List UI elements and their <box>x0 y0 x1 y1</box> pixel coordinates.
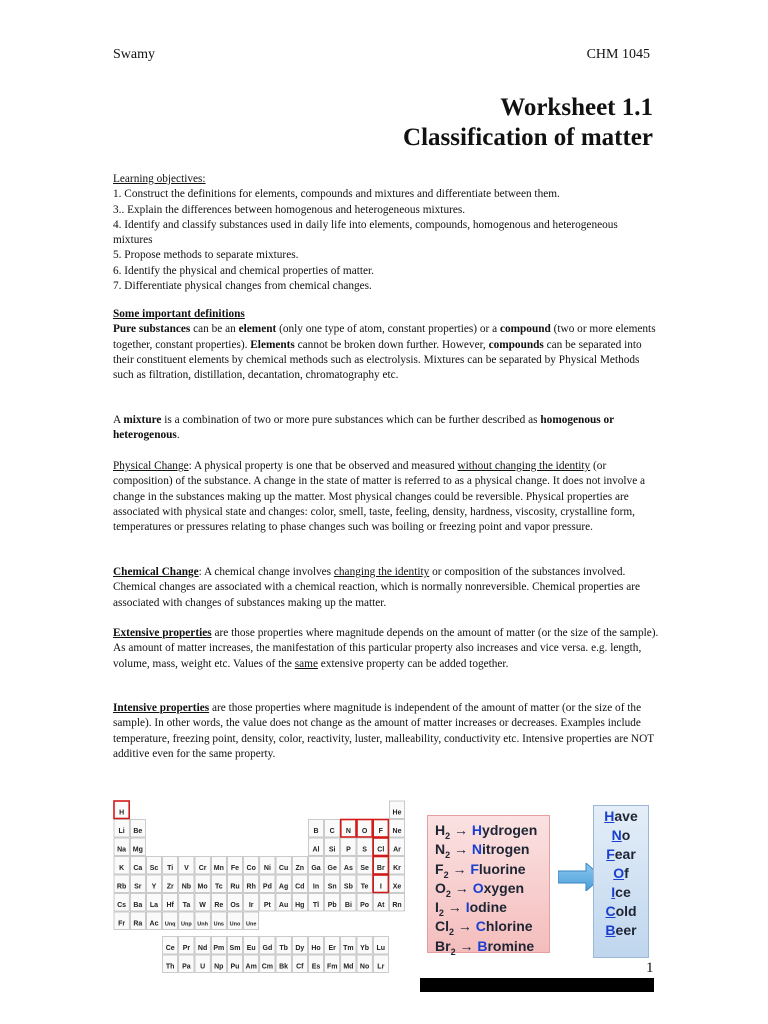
diatomic-element-row: $N_2$ → Nitrogen <box>435 841 530 861</box>
element-symbol: Es <box>311 963 321 971</box>
element-symbol: Be <box>133 828 143 835</box>
element-symbol: C <box>329 828 335 835</box>
element-symbol: Ca <box>133 865 143 872</box>
diatomic-element-row: $F_2$ → Fluorine <box>435 860 526 880</box>
element-symbol: Cu <box>278 865 289 872</box>
chemical-change-paragraph: Chemical Change: A chemical change involves changing the identity or composition of the substances involved. Chemical changes are associated with a chemical reaction, which is normally nonreversible. Chemical properties are associated with changes of substances making up the matter. <box>113 566 640 609</box>
element-symbol: Pd <box>262 883 272 891</box>
page-number: 1 <box>646 960 654 976</box>
element-symbol: Y <box>151 883 157 891</box>
element-symbol: I <box>379 883 382 891</box>
element-symbol: Uns <box>213 921 224 928</box>
physical-change-paragraph: Physical Change: A physical property is one that be observed and measured without changing the identity (or composition) of the substance. A change in the state of matter is referred to as a physical change. It does not involve a change in the substances making up the matter. Most physical changes could be reversible. Physical properties are associated with physical state and changes: color, smell, taste, feeling, density, hardness, viscosity, crystalline form, temperatures or pressures relating to phase changes such was boiling or freezing point and vapor pressure. <box>113 460 646 534</box>
mnemonic-word: Beer <box>605 922 637 938</box>
element-symbol: Au <box>278 902 289 909</box>
element-symbol: S <box>362 846 367 854</box>
objective-item: 5. Propose methods to separate mixtures. <box>113 249 299 262</box>
element-symbol: Bi <box>344 902 352 909</box>
mnemonic-word: Have <box>604 808 638 824</box>
footer-bar <box>420 978 654 992</box>
mnemonic-word: Fear <box>606 846 636 862</box>
intensive-paragraph: Intensive properties are those properties where magnitude is independent of the amount of matter (or the size of the sample). In other words, the value does not change as the amount of matter increases or decreases. Examples include temperature, freezing point, density, color, reactivity, luster, malleability, conductivity etc. Intensive properties are NOT additive even for the same property. <box>113 702 654 760</box>
element-symbol: B <box>313 828 319 835</box>
element-symbol: In <box>312 883 320 891</box>
element-symbol: As <box>343 865 353 872</box>
element-symbol: Sr <box>134 883 142 891</box>
element-symbol: Unq <box>164 921 176 928</box>
worksheet-title <box>403 93 653 153</box>
element-symbol: Pt <box>263 902 271 909</box>
element-symbol: Md <box>343 963 354 971</box>
objectives-heading: Learning objectives: <box>113 173 206 185</box>
extensive-term: Extensive properties <box>113 627 212 639</box>
element-symbol: Fr <box>118 920 126 928</box>
element-symbol: Pr <box>182 945 191 952</box>
element-symbol: Mn <box>213 865 224 872</box>
element-symbol: W <box>199 902 206 909</box>
element-symbol: Rh <box>246 883 256 891</box>
element-symbol: Ti <box>167 865 174 872</box>
element-symbol: V <box>184 865 189 872</box>
element-symbol: Rb <box>116 883 127 891</box>
mnemonic-word: No <box>611 827 631 843</box>
element-symbol: Na <box>117 846 127 854</box>
element-symbol: Ac <box>149 920 159 928</box>
element-symbol: He <box>392 809 402 817</box>
element-symbol: Une <box>246 921 257 928</box>
element-symbol: Unh <box>197 921 208 928</box>
element-symbol: Xe <box>392 883 402 891</box>
element-symbol: Tm <box>343 945 354 952</box>
diatomic-element-row: $O_2$ → Oxygen <box>435 879 525 899</box>
mixture-paragraph: A mixture is a combination of two or more pure substances which can be further described as homogenous or heterogenous. <box>113 414 614 442</box>
element-symbol: F <box>378 828 383 835</box>
element-symbol: N <box>345 828 351 835</box>
objective-item: 7. Differentiate physical changes from chemical changes. <box>113 280 372 293</box>
element-symbol: Si <box>328 846 336 854</box>
element-symbol: Cl <box>377 846 385 854</box>
element-symbol: Mo <box>197 883 208 891</box>
element-symbol: Cf <box>296 963 304 971</box>
element-symbol: Uno <box>229 921 241 928</box>
diatomic-elements-figure <box>110 787 655 992</box>
diatomic-element-row: $Br_2 \to Bromine$ <box>435 937 535 957</box>
element-symbol: Ar <box>393 846 401 854</box>
objective-item: 1. Construct the definitions for elements, compounds and mixtures and differentiate between them. <box>113 188 560 201</box>
chemical-change-term: Chemical Change <box>113 566 199 578</box>
element-symbol: Pu <box>230 963 240 971</box>
element-symbol: Ir <box>248 902 254 909</box>
learning-objectives <box>113 172 659 294</box>
element-symbol: Cr <box>198 865 207 872</box>
element-symbol: Pm <box>213 945 225 952</box>
element-symbol: Mg <box>132 846 143 854</box>
header-course: CHM 1045 <box>586 47 650 62</box>
element-symbol: Ta <box>182 902 191 909</box>
element-symbol: Am <box>245 963 257 971</box>
element-symbol: Re <box>214 902 224 909</box>
element-symbol: Nb <box>181 883 192 891</box>
element-symbol: Ra <box>133 920 143 928</box>
periodic-table-image <box>110 787 418 992</box>
element-symbol: Ho <box>311 945 321 952</box>
element-symbol: P <box>346 846 351 854</box>
element-symbol: Br <box>376 865 385 872</box>
element-symbol: Co <box>246 865 256 872</box>
element-symbol: Lr <box>377 963 385 971</box>
element-symbol: Fe <box>230 865 240 872</box>
element-symbol: Li <box>118 828 125 835</box>
element-symbol: Er <box>328 945 336 952</box>
objective-item: 6. Identify the physical and chemical properties of matter. <box>113 264 374 277</box>
element-symbol: Unp <box>181 921 192 928</box>
element-symbol: Ag <box>278 883 289 891</box>
element-symbol: Hg <box>295 902 305 909</box>
extensive-paragraph: Extensive properties are those properties where magnitude depends on the amount of matter (or the size of the sample). As amount of matter increases, the manifestation of this particular property also increases and vice versa. e.g. length, volume, mass, weight etc. Values of the same extensive property can be added together. <box>113 627 659 670</box>
intensive-term: Intensive properties <box>113 702 210 714</box>
element-symbol: Tc <box>214 883 223 891</box>
element-symbol: No <box>359 963 370 971</box>
pure-substances-paragraph: Pure substances can be an element (only one type of atom, constant properties) or a compound (two or more elements together, constant properties). Elements cannot be broken down further. However, compounds can be separated into their constituent elements by chemical methods such as electrolysis. Mixtures can be separated by Physical Methods such as filtration, distillation, decantation, chromatography etc. <box>113 323 656 382</box>
element-symbol: H <box>119 809 125 817</box>
element-symbol: Po <box>360 902 370 909</box>
element-symbol: Sm <box>229 945 241 952</box>
diatomic-element-row: $Cl_2$ → Chlorine <box>435 918 533 938</box>
element-symbol: Pb <box>327 902 337 909</box>
element-symbol: Fm <box>326 963 338 971</box>
element-symbol: Ne <box>392 828 402 835</box>
objectives-list <box>113 187 659 294</box>
element-symbol: Yb <box>360 945 370 952</box>
diatomic-element-row: $I_2$ → Iodine <box>435 899 507 918</box>
element-symbol: Np <box>214 963 224 971</box>
element-symbol: Se <box>360 865 369 872</box>
element-symbol: Ce <box>165 945 175 952</box>
element-symbol: K <box>119 865 125 872</box>
element-symbol: Cd <box>295 883 305 891</box>
element-symbol: Hf <box>166 902 174 909</box>
element-symbol: Gd <box>262 945 273 952</box>
mnemonic-list <box>593 805 649 958</box>
element-symbol: Tl <box>312 902 320 909</box>
element-symbol: Ga <box>311 865 321 872</box>
element-symbol: Zr <box>166 883 174 891</box>
element-symbol: At <box>377 902 385 909</box>
element-symbol: Ru <box>230 883 240 891</box>
element-symbol: Rn <box>392 902 402 909</box>
mnemonic-word: Of <box>613 865 629 881</box>
element-symbol: Cs <box>117 902 127 909</box>
element-symbol: O <box>361 828 368 835</box>
header-author: Swamy <box>113 47 155 62</box>
mnemonic-word: Ice <box>611 884 631 900</box>
element-symbol: Ge <box>327 865 337 872</box>
physical-change-term: Physical Change <box>113 460 189 472</box>
element-symbol: Tb <box>279 945 288 952</box>
element-symbol: Kr <box>393 865 401 872</box>
element-symbol: Cm <box>261 963 274 971</box>
objective-item: 4. Identify and classify substances used in daily life into elements, compounds, homogenous and heterogeneous mixtures <box>113 218 618 247</box>
element-symbol: Te <box>360 883 369 891</box>
element-symbol: Pa <box>182 963 191 971</box>
diatomic-element-row: $H_2$ → Hydrogen <box>435 822 538 841</box>
definitions-section <box>113 307 659 383</box>
element-symbol: Dy <box>295 945 305 952</box>
diatomic-elements-list <box>427 815 550 957</box>
objective-item: 3.. Explain the differences between homogenous and heterogeneous mixtures. <box>113 203 466 216</box>
element-symbol: Ni <box>263 865 271 872</box>
element-symbol: Sn <box>327 883 337 891</box>
element-symbol: Bk <box>279 963 289 971</box>
element-symbol: Zn <box>295 865 305 872</box>
element-symbol: Os <box>230 902 240 909</box>
element-symbol: Th <box>165 963 175 971</box>
element-symbol: Eu <box>246 945 256 952</box>
element-symbol: Nd <box>197 945 208 952</box>
element-symbol: Lu <box>376 945 386 952</box>
element-symbol: La <box>149 902 159 909</box>
mnemonic-word: Cold <box>605 903 637 919</box>
element-symbol: Al <box>312 846 320 854</box>
element-symbol: U <box>200 963 206 971</box>
element-symbol: Sb <box>343 883 353 891</box>
definitions-heading: Some important definitions <box>113 308 245 320</box>
element-symbol: Ba <box>133 902 143 909</box>
title-line-2: Classification of matter <box>403 124 653 151</box>
title-line-1: Worksheet 1.1 <box>500 94 653 121</box>
element-symbol: Sc <box>149 865 159 872</box>
